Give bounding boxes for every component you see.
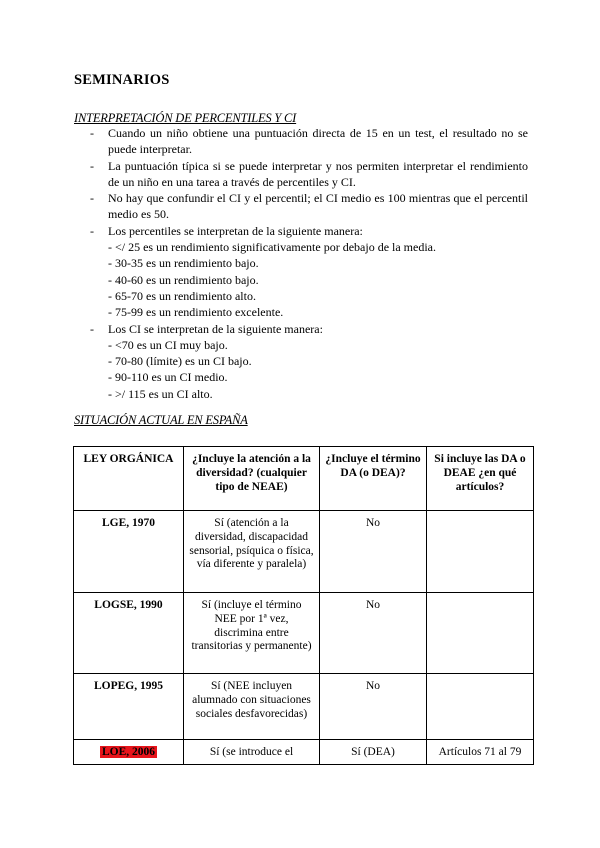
articles-cell: Artículos 71 al 79 — [427, 740, 534, 765]
column-header-term: ¿Incluye el término DA (o DEA)? — [320, 447, 427, 511]
list-item: - La puntuación típica si se puede interpretar y nos permiten interpretar el rendimiento de un niño en una tarea a través de percentiles y CI. — [90, 158, 528, 189]
page-title: SEMINARIOS — [74, 72, 170, 88]
percentile-item: - 75-99 es un rendimiento excelente. — [108, 305, 284, 320]
law-name-cell — [74, 740, 184, 765]
bullet-text: Los percentiles se interpretan de la siguiente manera: — [108, 223, 363, 238]
list-item: - Los CI se interpretan de la siguiente manera: — [90, 321, 323, 336]
ci-item: - >/ 115 es un CI alto. — [108, 386, 213, 401]
term-cell: Sí (DEA) — [320, 740, 427, 765]
bullet-text: La puntuación típica si se puede interpretar y nos permiten interpretar el rendimiento de un niño en una tarea a través de percentiles y CI. — [108, 158, 528, 189]
ci-item: - 70-80 (límite) es un CI bajo. — [108, 354, 252, 369]
law-name-cell: LGE, 1970 — [74, 511, 184, 593]
ci-item: - 90-110 es un CI medio. — [108, 370, 228, 385]
percentile-item: - </ 25 es un rendimiento significativamente por debajo de la media. — [108, 240, 437, 255]
articles-cell — [427, 511, 534, 593]
section-heading-spain: SITUACIÓN ACTUAL EN ESPAÑA — [74, 413, 248, 427]
law-name-cell: LOGSE, 1990 — [74, 593, 184, 674]
bullet-text: Cuando un niño obtiene una puntuación directa de 15 en un test, el resultado no se puede interpretar. — [108, 126, 528, 157]
diversity-cell: Sí (se introduce el — [184, 740, 320, 765]
list-item: - Los percentiles se interpretan de la siguiente manera: — [90, 223, 363, 238]
column-header-diversity: ¿Incluye la atención a la diversidad? (cualquier tipo de NEAE) — [184, 447, 320, 511]
list-item: - No hay que confundir el CI y el percentil; el CI medio es 100 mientras que el percentil medio es 50. — [90, 191, 528, 222]
diversity-cell: Sí (NEE incluyen alumnado con situaciones sociales desfavorecidas) — [184, 674, 320, 740]
percentile-item: - 30-35 es un rendimiento bajo. — [108, 256, 259, 271]
ci-item: - <70 es un CI muy bajo. — [108, 337, 228, 352]
term-cell: No — [320, 674, 427, 740]
table-row — [74, 740, 534, 765]
term-cell: No — [320, 511, 427, 593]
law-table — [73, 446, 534, 765]
articles-cell — [427, 674, 534, 740]
table-row — [74, 674, 534, 740]
column-header-law: LEY ORGÁNICA — [74, 447, 184, 511]
law-name-cell: LOPEG, 1995 — [74, 674, 184, 740]
diversity-cell: Sí (atención a la diversidad, discapacidad sensorial, psíquica o física, vía diferente y paralela) — [184, 511, 320, 593]
percentile-item: - 65-70 es un rendimiento alto. — [108, 288, 256, 303]
highlighted-law-name: LOE, 2006 — [101, 746, 156, 758]
bullet-text: Los CI se interpretan de la siguiente manera: — [108, 321, 323, 336]
percentile-item: - 40-60 es un rendimiento bajo. — [108, 272, 259, 287]
articles-cell — [427, 593, 534, 674]
list-item: - Cuando un niño obtiene una puntuación directa de 15 en un test, el resultado no se puede interpretar. — [90, 126, 528, 157]
term-cell: No — [320, 593, 427, 674]
table-row — [74, 511, 534, 593]
bullet-text: No hay que confundir el CI y el percentil; el CI medio es 100 mientras que el percentil medio es 50. — [108, 191, 528, 222]
section-heading-percentiles: INTERPRETACIÓN DE PERCENTILES Y CI — [74, 111, 297, 125]
table-header-row — [74, 447, 534, 511]
diversity-cell: Sí (incluye el término NEE por 1ª vez, discrimina entre transitorias y permanente) — [184, 593, 320, 674]
table-row — [74, 593, 534, 674]
bullet-list — [74, 125, 528, 402]
column-header-articles: Si incluye las DA o DEAE ¿en qué artículos? — [427, 447, 534, 511]
